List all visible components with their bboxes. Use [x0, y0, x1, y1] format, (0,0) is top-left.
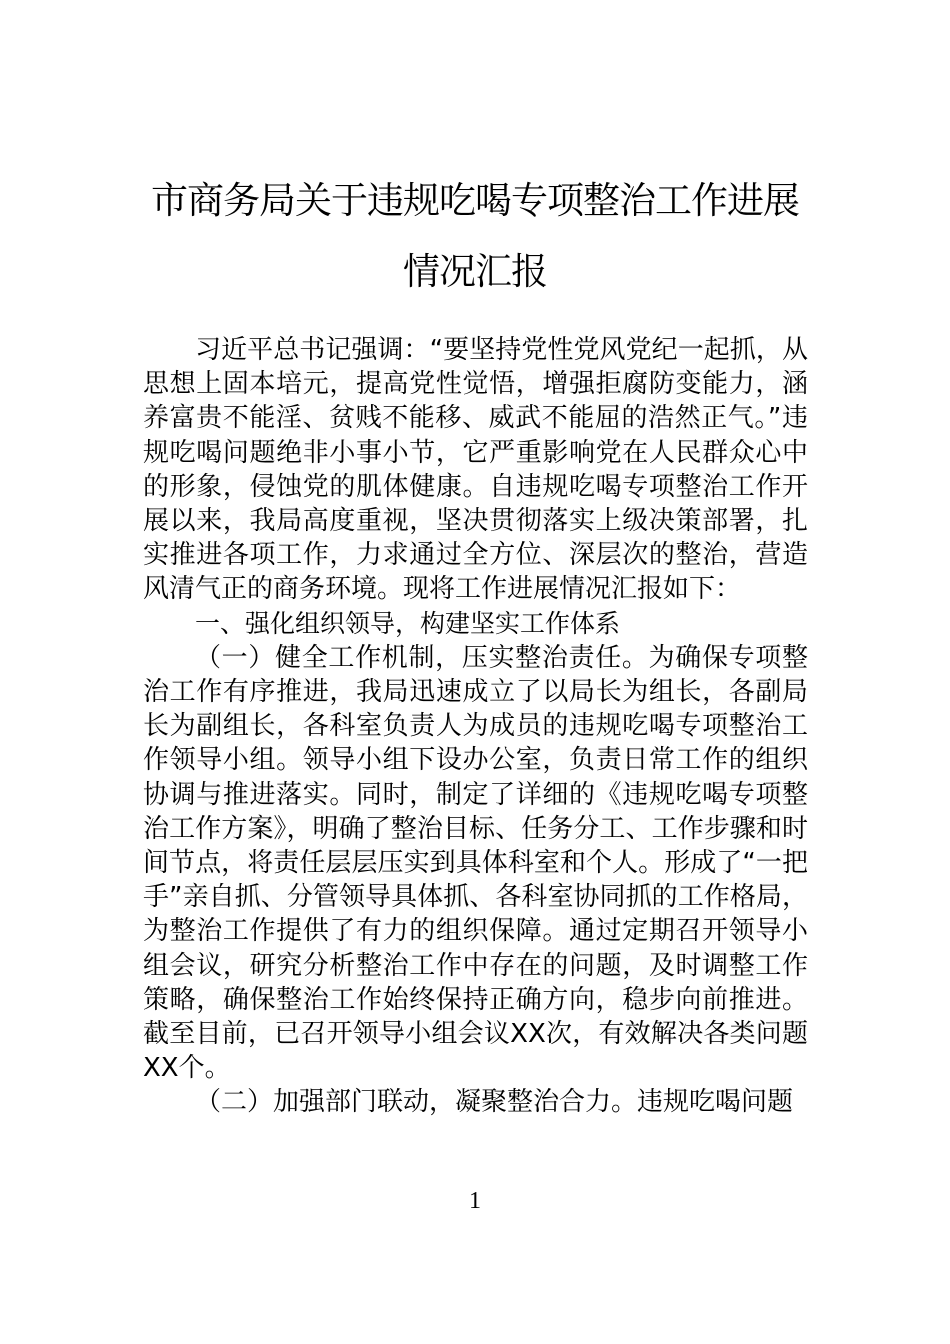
document-title-line-2: 情况汇报: [403, 250, 547, 293]
document-title-line-1: 市商务局关于违规吃喝专项整治工作进展: [151, 179, 799, 222]
section-heading-1: 一、强化组织领导，构建坚实工作体系: [195, 608, 621, 638]
page-number: 1: [469, 1188, 481, 1214]
subsection-paragraph-2: （二）加强部门联动，凝聚整治合力。违规吃喝问题: [195, 1087, 794, 1118]
subsection-paragraph-1: （一）健全工作机制，压实整治责任。为确保专项整治工作有序推进，我局迅速成立了以局长为组长，各副局长为副组长，各科室负责人为成员的违规吃喝专项整治工作领导小组。领导小组下设办公室，负责日常工作的组织协调与推进落实。同时，制定了详细的《违规吃喝专项整治工作方案》，明确了整治目标、任务分工、工作步骤和时间节点，将责任层层压实到具体科室和个人。形成了“一把手”亲自抓、分管领导具体抓、各科室协同抓的工作格局，为整治工作提供了有力的组织保障。通过定期召开领导小组会议，研究分析整治工作中存在的问题，及时调整工作策略，确保整治工作始终保持正确方向，稳步向前推进。截至目前，已召开领导小组会议XX次，有效解决各类问题XX个。: [143, 642, 808, 1084]
document-body: [143, 333, 808, 1120]
intro-paragraph: 习近平总书记强调：“要坚持党性党风党纪一起抓，从思想上固本培元，提高党性觉悟，增强拒腐防变能力，涵养富贵不能淫、贫贱不能移、威武不能屈的浩然正气。”违规吃喝问题绝非小事小节，它严重影响党在人民群众心中的形象，侵蚀党的肌体健康。自违规吃喝专项整治工作开展以来，我局高度重视，坚决贯彻落实上级决策部署，扎实推进各项工作，力求通过全方位、深层次的整治，营造风清气正的商务环境。现将工作进展情况汇报如下：: [143, 335, 808, 605]
